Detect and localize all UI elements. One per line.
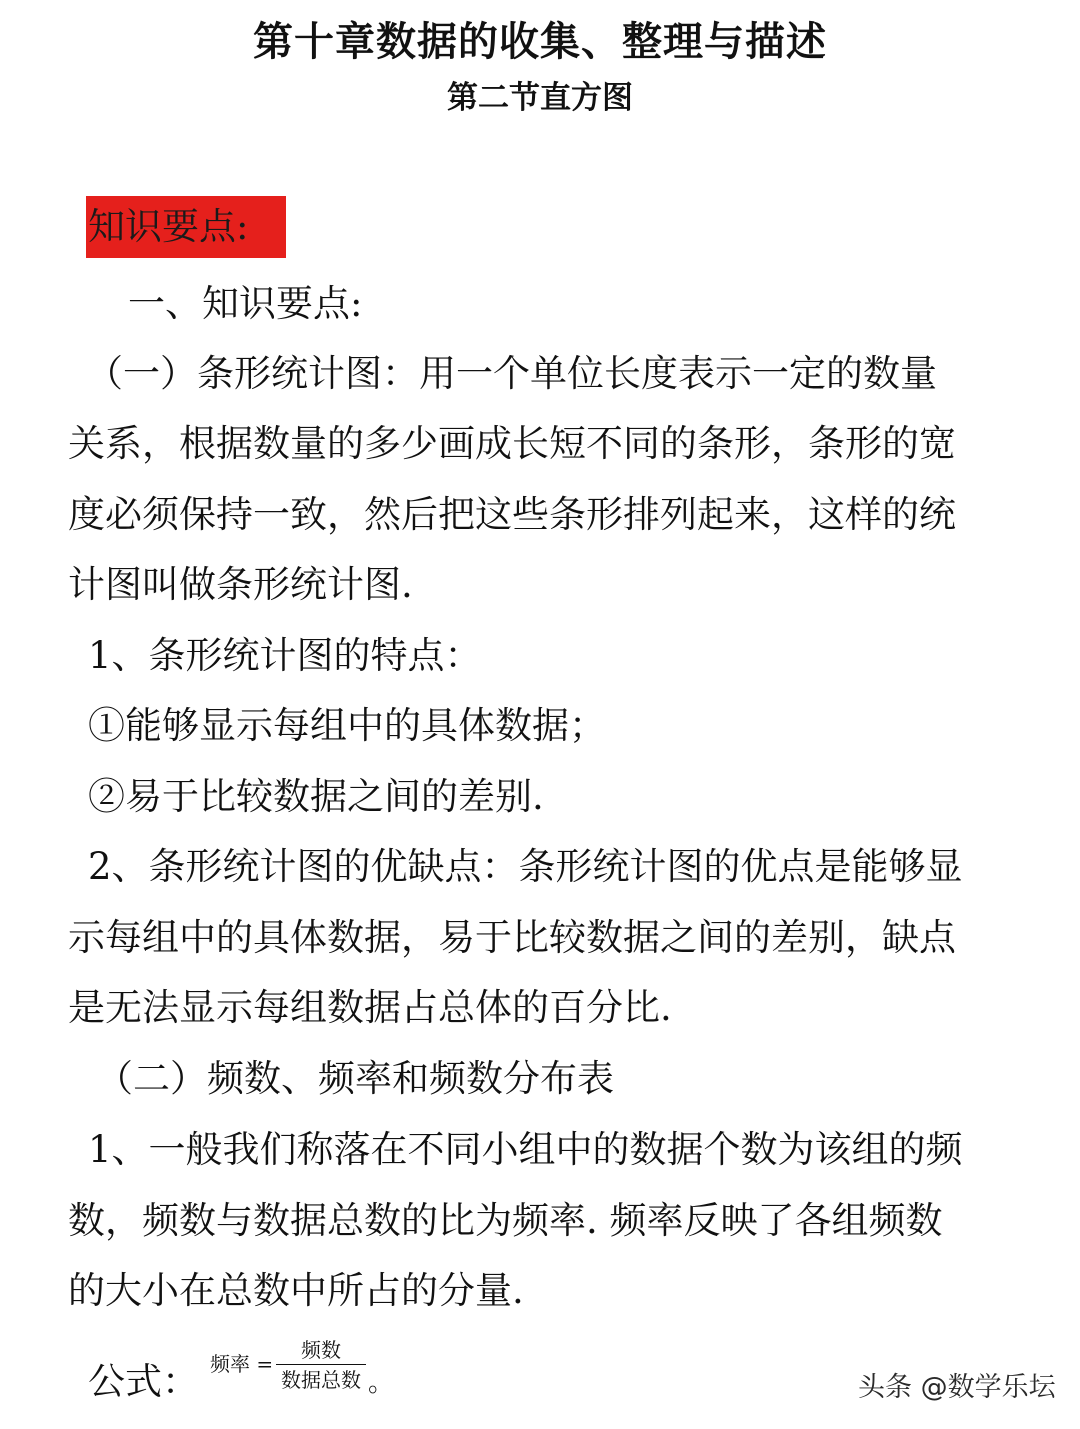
text-line: （二）频数、频率和频数分布表 bbox=[96, 1057, 614, 1100]
formula-denominator: 数据总数 bbox=[281, 1368, 361, 1392]
section-subtitle: 第二节直方图 bbox=[447, 80, 633, 116]
text-line: 计图叫做条形统计图. bbox=[68, 563, 413, 606]
text-line: 的大小在总数中所占的分量. bbox=[68, 1269, 524, 1312]
text-line: 度必须保持一致，然后把这些条形排列起来，这样的统 bbox=[68, 493, 956, 536]
text-line: 一、知识要点: bbox=[128, 282, 363, 325]
text-line: 2、条形统计图的优缺点：条形统计图的优点是能够显 bbox=[88, 845, 963, 888]
text-line: 1、条形统计图的特点： bbox=[88, 634, 482, 677]
page-title: 第十章数据的收集、整理与描述 bbox=[253, 19, 827, 65]
text-line: 是无法显示每组数据占总体的百分比. bbox=[68, 986, 672, 1029]
watermark: 头条 @数学乐坛 bbox=[858, 1372, 1056, 1403]
text-line: ①能够显示每组中的具体数据； bbox=[88, 704, 606, 747]
formula-period: 。 bbox=[368, 1368, 395, 1398]
text-line: ②易于比较数据之间的差别. bbox=[88, 775, 544, 818]
formula-numerator: 频数 bbox=[301, 1338, 341, 1362]
text-line: 数，频数与数据总数的比为频率. 频率反映了各组频数 bbox=[68, 1199, 943, 1242]
fraction-bar bbox=[276, 1364, 366, 1365]
formula-label: 公式： bbox=[88, 1360, 199, 1403]
text-line: 示每组中的具体数据，易于比较数据之间的差别，缺点 bbox=[68, 916, 956, 959]
formula-lhs: 频率 = bbox=[210, 1352, 274, 1376]
formula-fraction bbox=[276, 1338, 366, 1392]
text-line: 1、一般我们称落在不同小组中的数据个数为该组的频 bbox=[88, 1128, 963, 1171]
knowledge-points-badge: 知识要点: bbox=[86, 196, 286, 258]
text-line: 关系，根据数量的多少画成长短不同的条形，条形的宽 bbox=[68, 422, 956, 465]
text-line: （一）条形统计图：用一个单位长度表示一定的数量 bbox=[86, 352, 937, 395]
